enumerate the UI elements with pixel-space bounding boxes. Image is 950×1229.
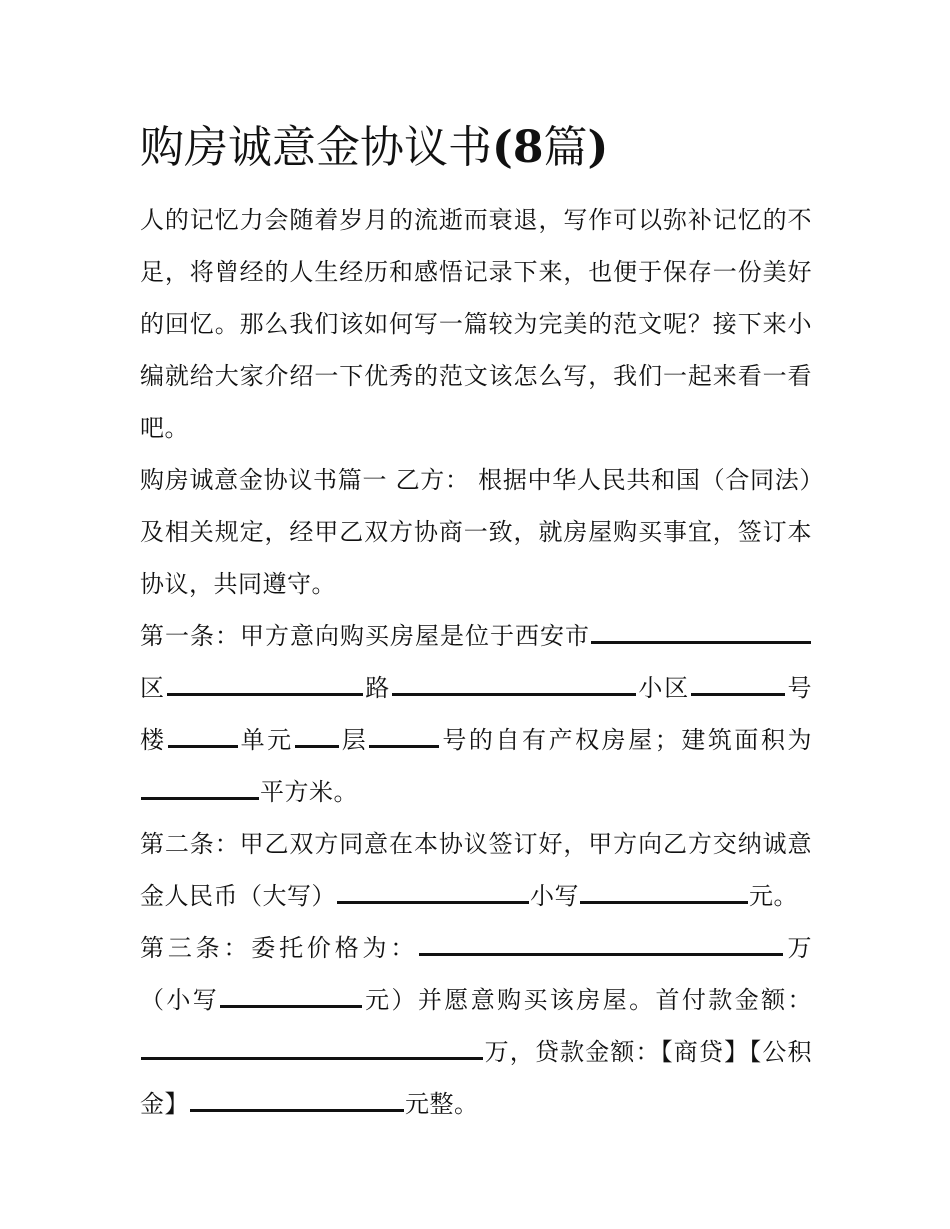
article-1-text-3: 路 — [363, 674, 392, 702]
article-3-text-1: 第三条：委托价格为： — [140, 934, 419, 962]
blank-road[interactable] — [392, 671, 636, 696]
title-main: 购房诚意金协议书 — [140, 122, 492, 173]
article-1-text-1: 第一条：甲方意向购买房屋是位于西安市 — [140, 622, 590, 650]
article-1-text-7: 层 — [339, 726, 369, 754]
blank-price-lowercase[interactable] — [220, 983, 362, 1008]
document-page — [140, 112, 812, 1130]
blank-building[interactable] — [168, 723, 238, 748]
blank-district-name[interactable] — [167, 671, 363, 696]
blank-price[interactable] — [419, 931, 783, 956]
blank-unit[interactable] — [295, 723, 339, 748]
blank-floor[interactable] — [369, 723, 439, 748]
article-2-text-2: 小写 — [530, 882, 579, 910]
article-1 — [140, 610, 812, 818]
article-3-text-4: 万，贷款金额：【商贷】【公积金】 — [140, 1038, 812, 1118]
article-3-text-3: 元）并愿意购买该房屋。首付款金额： — [363, 986, 813, 1014]
article-1-text-2: 区 — [140, 674, 166, 702]
article-1-text-4: 小区 — [637, 674, 691, 702]
article-3 — [140, 922, 812, 1130]
article-1-text-6: 单元 — [238, 726, 294, 754]
document-title — [140, 112, 812, 184]
blank-deposit-uppercase[interactable] — [337, 879, 529, 904]
title-paren-open: ( — [492, 122, 513, 173]
article-1-text-8: 号的自有产权房屋；建筑面积为 — [440, 726, 813, 754]
article-1-text-9: 平方米。 — [260, 778, 358, 806]
blank-community[interactable] — [691, 671, 785, 696]
article-2 — [140, 818, 812, 922]
article-3-text-5: 元整。 — [405, 1090, 479, 1118]
title-count: 8 — [512, 122, 544, 173]
title-unit: 篇 — [543, 122, 588, 173]
title-paren-close: ) — [587, 122, 609, 173]
blank-district[interactable] — [591, 619, 811, 644]
blank-deposit-lowercase[interactable] — [580, 879, 748, 904]
intro-paragraph: 人的记忆力会随着岁月的流逝而衰退，写作可以弥补记忆的不足，将曾经的人生经历和感悟记录下来，也便于保存一份美好的回忆。那么我们该如何写一篇较为完美的范文呢？接下来小编就给大家介绍一下优秀的范文该怎么写，我们一起来看一看吧。 — [140, 206, 812, 442]
article-2-text-3: 元。 — [749, 882, 798, 910]
blank-loan-amount[interactable] — [190, 1087, 404, 1112]
blank-area[interactable] — [141, 775, 259, 800]
article-2-text-1: 第二条：甲乙双方同意在本协议签订好，甲方向乙方交纳诚意金人民币（大写） — [140, 830, 812, 910]
article-3-text-2: 万（小写 — [140, 934, 813, 1014]
article-1-text-5: 号楼 — [140, 674, 813, 754]
section-intro-paragraph: 购房诚意金协议书篇一 乙方： 根据中华人民共和国（合同法）及相关规定，经甲乙双方协商一致，就房屋购买事宜，签订本协议，共同遵守。 — [140, 466, 812, 598]
blank-down-payment[interactable] — [141, 1035, 483, 1060]
